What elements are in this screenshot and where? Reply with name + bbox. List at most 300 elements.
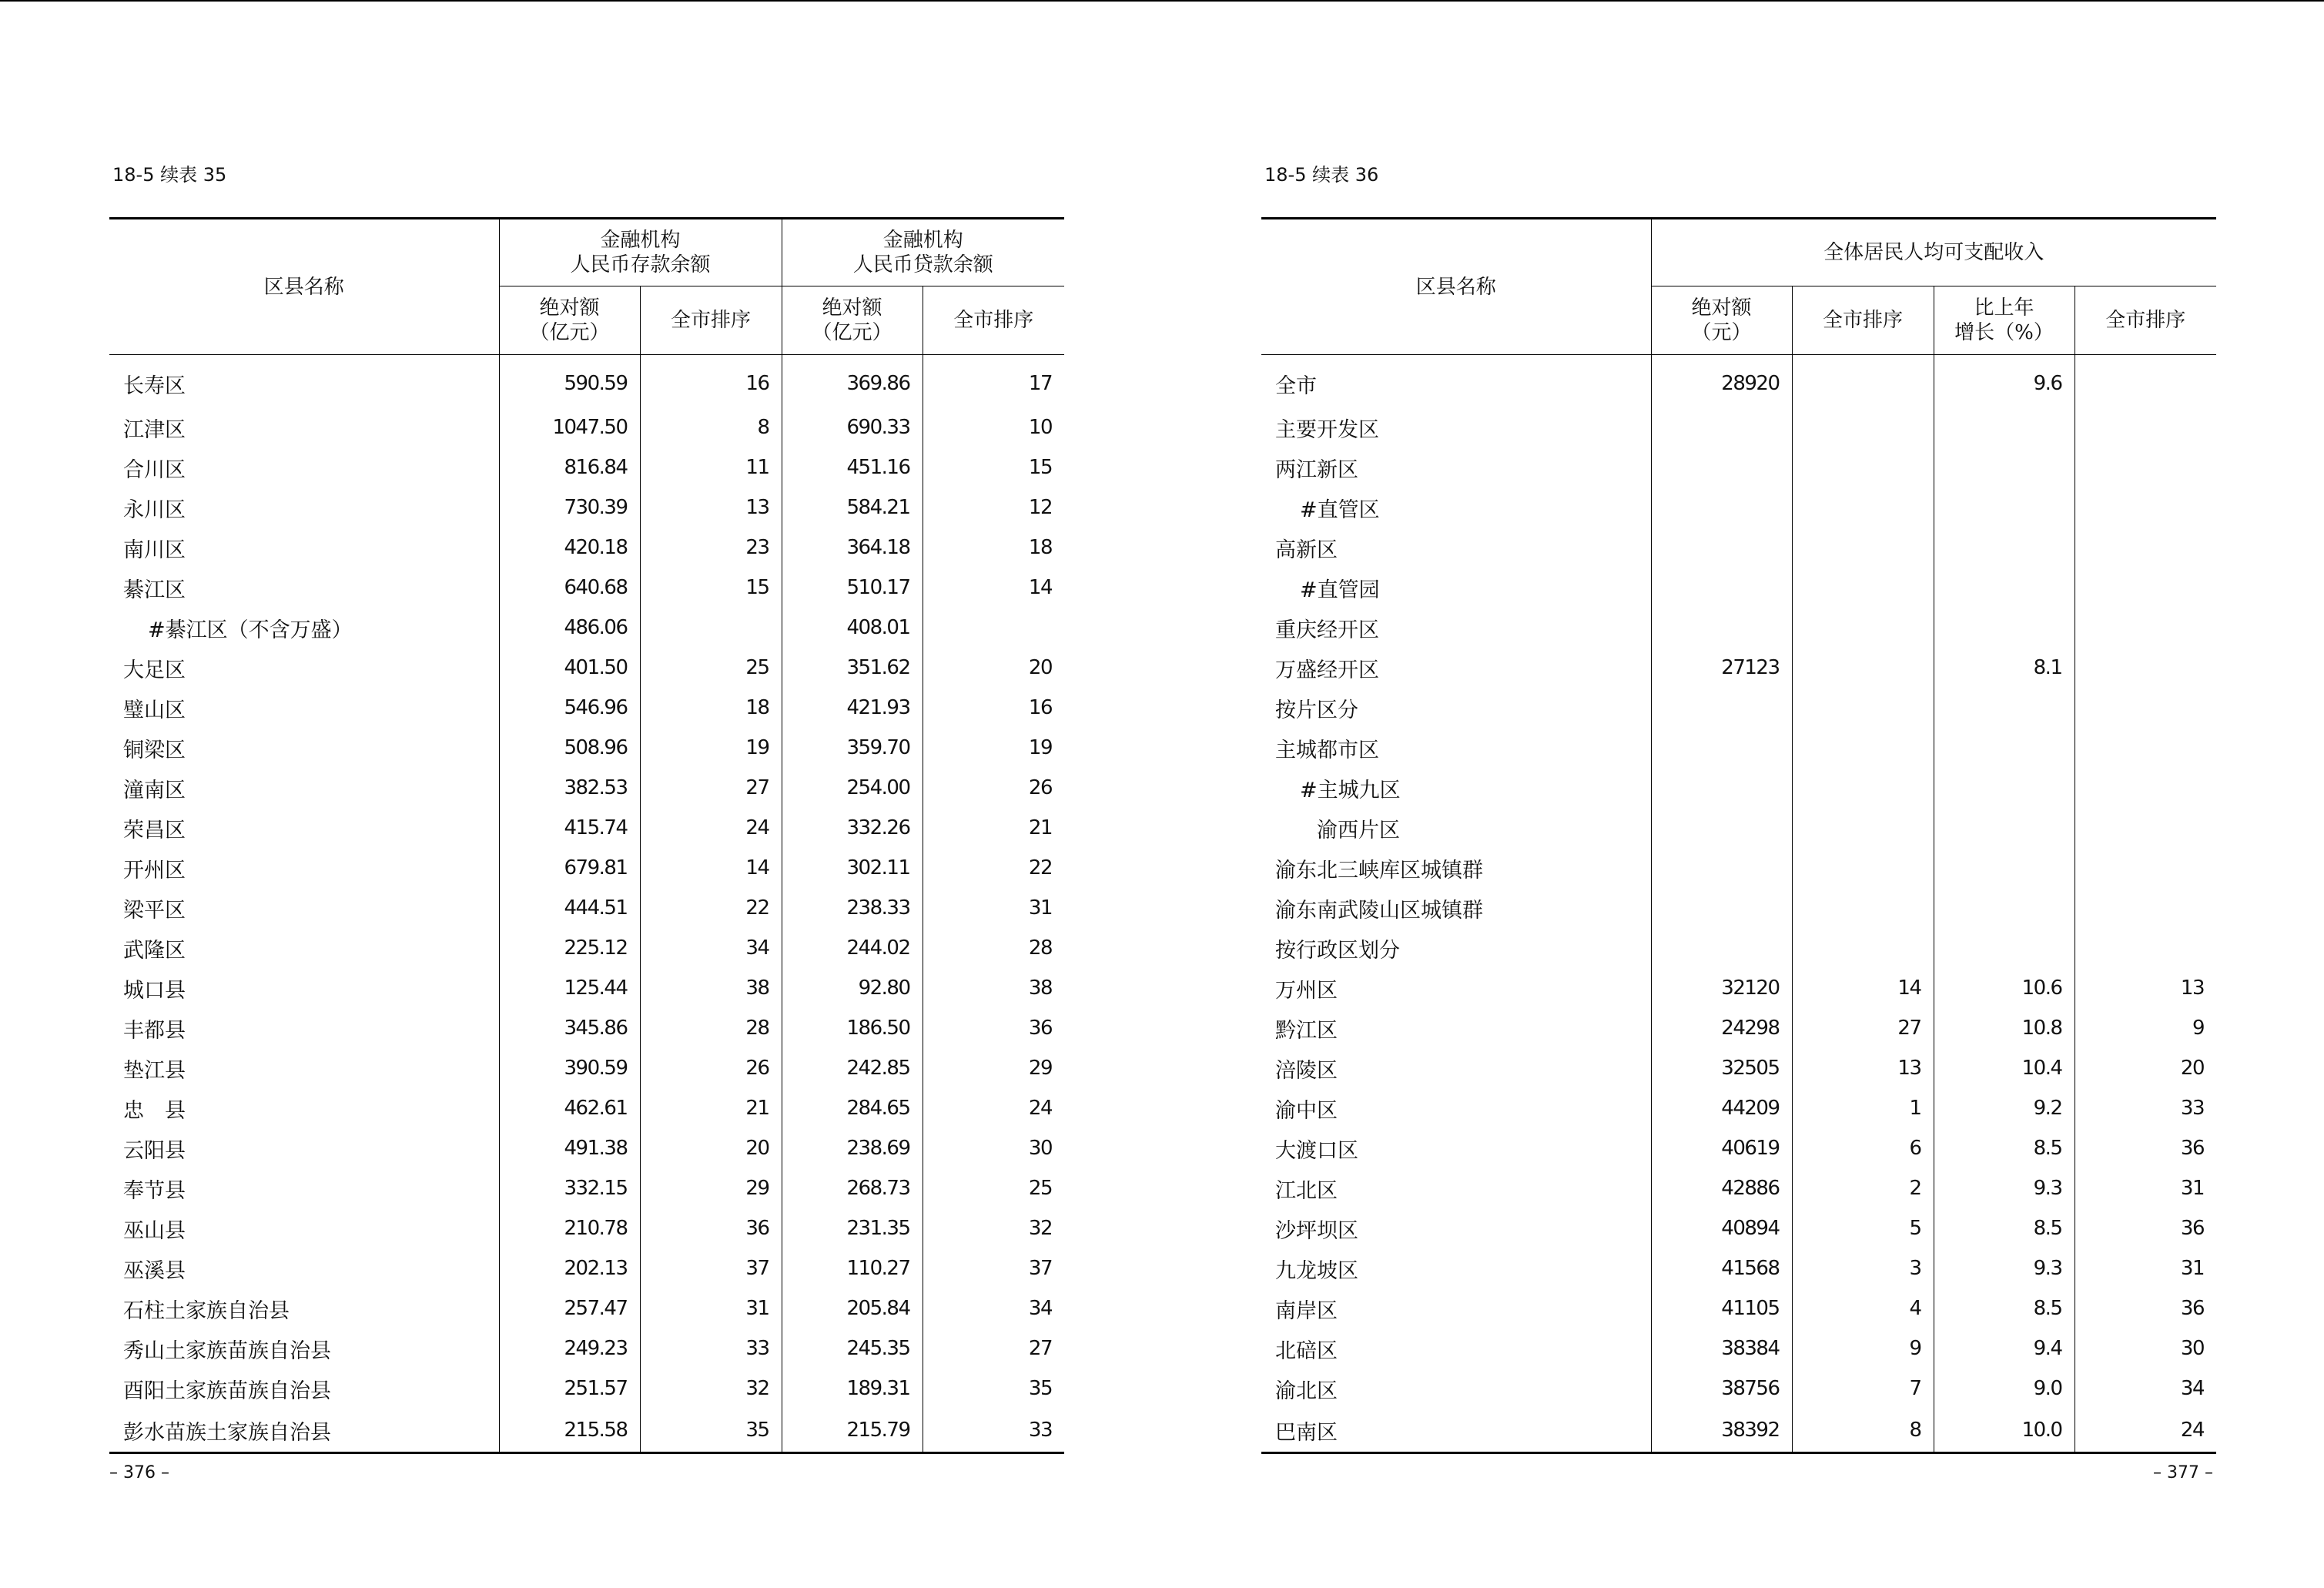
district-name: 江津区 xyxy=(123,417,186,442)
district-name: 秀山土家族苗族自治县 xyxy=(123,1338,331,1363)
table-row xyxy=(109,447,1064,487)
cell-v1: 640.68 xyxy=(499,568,640,608)
cell-r2: 34 xyxy=(2075,1369,2216,1409)
cell-v1: 462.61 xyxy=(499,1088,640,1128)
cell-v xyxy=(1651,487,1792,528)
cell-r2: 30 xyxy=(923,1128,1064,1168)
cell-r1: 14 xyxy=(640,848,782,888)
cell-r1: 7 xyxy=(1792,1369,1934,1409)
cell-v xyxy=(1651,928,1792,968)
cell-r2 xyxy=(2075,568,2216,608)
table-row xyxy=(1261,808,2216,848)
cell-v: 40894 xyxy=(1651,1208,1792,1248)
deposit-loan-table xyxy=(109,217,1064,1454)
cell-r2: 34 xyxy=(923,1288,1064,1328)
cell-r2: 33 xyxy=(2075,1088,2216,1128)
cell-r1: 9 xyxy=(1792,1328,1934,1369)
header-loan-balance: 金融机构 人民币贷款余额 xyxy=(782,219,1064,286)
district-name: 渝东南武陵山区城镇群 xyxy=(1275,898,1483,923)
cell-r1: 25 xyxy=(640,648,782,688)
cell-v: 32505 xyxy=(1651,1048,1792,1088)
income-table xyxy=(1261,217,2216,1454)
cell-v1: 444.51 xyxy=(499,888,640,928)
cell-r2 xyxy=(2075,928,2216,968)
table-row xyxy=(1261,1048,2216,1088)
cell-v1: 215.58 xyxy=(499,1409,640,1453)
cell-v1: 1047.50 xyxy=(499,407,640,447)
cell-v1: 730.39 xyxy=(499,487,640,528)
cell-v: 38384 xyxy=(1651,1328,1792,1369)
cell-r1: 11 xyxy=(640,447,782,487)
cell-r2 xyxy=(2075,407,2216,447)
table-row xyxy=(109,1128,1064,1168)
cell-r1: 35 xyxy=(640,1409,782,1453)
cell-v1: 816.84 xyxy=(499,447,640,487)
district-name: #主城九区 xyxy=(1300,778,1401,802)
cell-r2: 31 xyxy=(2075,1248,2216,1288)
district-name: 渝中区 xyxy=(1275,1098,1338,1123)
header-deposit-amount: 绝对额 （亿元） xyxy=(499,286,640,355)
cell-r2: 15 xyxy=(923,447,1064,487)
district-name: 江北区 xyxy=(1275,1178,1338,1203)
cell-r2 xyxy=(2075,447,2216,487)
cell-v2: 351.62 xyxy=(782,648,923,688)
header-deposit-balance: 金融机构 人民币存款余额 xyxy=(499,219,782,286)
cell-r2 xyxy=(2075,528,2216,568)
cell-v1: 491.38 xyxy=(499,1128,640,1168)
table-row xyxy=(109,528,1064,568)
cell-v: 38756 xyxy=(1651,1369,1792,1409)
cell-g xyxy=(1934,608,2075,648)
table-row xyxy=(109,928,1064,968)
cell-g: 8.1 xyxy=(1934,648,2075,688)
cell-r1 xyxy=(1792,648,1934,688)
cell-v: 38392 xyxy=(1651,1409,1792,1453)
cell-v1: 390.59 xyxy=(499,1048,640,1088)
cell-r1: 16 xyxy=(640,355,782,408)
district-name: 开州区 xyxy=(123,858,186,883)
table-row xyxy=(109,888,1064,928)
cell-r2: 31 xyxy=(923,888,1064,928)
cell-v1: 415.74 xyxy=(499,808,640,848)
table-row xyxy=(1261,1369,2216,1409)
district-name: 潼南区 xyxy=(123,778,186,802)
cell-v: 40619 xyxy=(1651,1128,1792,1168)
district-name: 忠 县 xyxy=(123,1098,186,1123)
cell-g: 8.5 xyxy=(1934,1288,2075,1328)
header-income-rank: 全市排序 xyxy=(1792,286,1934,355)
table-title: 18-5 续表 35 xyxy=(112,164,227,186)
district-name: 渝东北三峡库区城镇群 xyxy=(1275,858,1483,883)
district-name: 奉节县 xyxy=(123,1178,186,1203)
cell-v1: 679.81 xyxy=(499,848,640,888)
cell-r1: 34 xyxy=(640,928,782,968)
cell-v xyxy=(1651,568,1792,608)
cell-v2: 284.65 xyxy=(782,1088,923,1128)
cell-v2: 690.33 xyxy=(782,407,923,447)
district-name: 铜梁区 xyxy=(123,738,186,762)
district-name: 荣昌区 xyxy=(123,818,186,843)
header-district-name: 区县名称 xyxy=(263,275,344,299)
district-name: #直管区 xyxy=(1300,498,1380,522)
table-row xyxy=(1261,1168,2216,1208)
district-name: 梁平区 xyxy=(123,898,186,923)
cell-v1: 382.53 xyxy=(499,768,640,808)
district-name: 武隆区 xyxy=(123,938,186,963)
page-number: – 377 – xyxy=(2153,1463,2213,1482)
cell-r1 xyxy=(1792,355,1934,408)
table-row xyxy=(1261,1088,2216,1128)
cell-v1: 225.12 xyxy=(499,928,640,968)
cell-r2 xyxy=(2075,487,2216,528)
district-name: 万州区 xyxy=(1275,978,1338,1003)
cell-r1: 26 xyxy=(640,1048,782,1088)
cell-r1: 14 xyxy=(1792,968,1934,1008)
cell-r1 xyxy=(1792,848,1934,888)
district-name: 高新区 xyxy=(1275,538,1338,562)
cell-v2: 268.73 xyxy=(782,1168,923,1208)
table-row xyxy=(1261,407,2216,447)
table-title: 18-5 续表 36 xyxy=(1264,164,1379,186)
cell-g: 10.6 xyxy=(1934,968,2075,1008)
cell-r1: 21 xyxy=(640,1088,782,1128)
cell-r2: 22 xyxy=(923,848,1064,888)
cell-v2: 242.85 xyxy=(782,1048,923,1088)
district-name: 巴南区 xyxy=(1275,1420,1338,1445)
district-name: 永川区 xyxy=(123,498,186,522)
cell-r1: 24 xyxy=(640,808,782,848)
district-name: 云阳县 xyxy=(123,1138,186,1163)
cell-r1: 1 xyxy=(1792,1088,1934,1128)
table-row xyxy=(109,768,1064,808)
cell-r2: 21 xyxy=(923,808,1064,848)
cell-v1: 332.15 xyxy=(499,1168,640,1208)
table-row xyxy=(109,1409,1064,1453)
district-name: 重庆经开区 xyxy=(1275,618,1379,642)
cell-g: 9.0 xyxy=(1934,1369,2075,1409)
cell-r1: 19 xyxy=(640,728,782,768)
cell-r2: 37 xyxy=(923,1248,1064,1288)
cell-r2: 19 xyxy=(923,728,1064,768)
cell-v2: 302.11 xyxy=(782,848,923,888)
cell-r1 xyxy=(1792,568,1934,608)
cell-r1: 38 xyxy=(640,968,782,1008)
district-name: 巫山县 xyxy=(123,1218,186,1243)
cell-g xyxy=(1934,928,2075,968)
district-name: 巫溪县 xyxy=(123,1258,186,1283)
cell-r1: 2 xyxy=(1792,1168,1934,1208)
header-district-name: 区县名称 xyxy=(1415,275,1496,299)
cell-r1: 18 xyxy=(640,688,782,728)
cell-r1: 5 xyxy=(1792,1208,1934,1248)
cell-r2: 36 xyxy=(2075,1208,2216,1248)
cell-r1 xyxy=(1792,608,1934,648)
cell-v2: 238.69 xyxy=(782,1128,923,1168)
cell-r2: 31 xyxy=(2075,1168,2216,1208)
cell-r2: 33 xyxy=(923,1409,1064,1453)
cell-v1: 420.18 xyxy=(499,528,640,568)
table-row xyxy=(109,1048,1064,1088)
cell-r2: 14 xyxy=(923,568,1064,608)
table-row xyxy=(1261,848,2216,888)
district-name: 黔江区 xyxy=(1275,1018,1338,1043)
table-row xyxy=(1261,1128,2216,1168)
cell-v2: 364.18 xyxy=(782,528,923,568)
cell-r1: 13 xyxy=(640,487,782,528)
district-name: #綦江区（不含万盛） xyxy=(148,618,353,642)
cell-g: 10.0 xyxy=(1934,1409,2075,1453)
cell-v2: 205.84 xyxy=(782,1288,923,1328)
table-row xyxy=(109,1248,1064,1288)
cell-v1: 210.78 xyxy=(499,1208,640,1248)
district-name: 按片区分 xyxy=(1275,698,1358,722)
district-name: 彭水苗族土家族自治县 xyxy=(123,1420,331,1445)
table-row xyxy=(109,568,1064,608)
cell-r2: 32 xyxy=(923,1208,1064,1248)
cell-r1 xyxy=(1792,688,1934,728)
cell-v2: 254.00 xyxy=(782,768,923,808)
cell-r1: 27 xyxy=(1792,1008,1934,1048)
cell-g xyxy=(1934,888,2075,928)
cell-g: 9.2 xyxy=(1934,1088,2075,1128)
cell-g xyxy=(1934,447,2075,487)
header-growth-rank: 全市排序 xyxy=(2075,286,2216,355)
table-row xyxy=(1261,968,2216,1008)
district-name: 南川区 xyxy=(123,538,186,562)
district-name: 酉阳土家族苗族自治县 xyxy=(123,1379,331,1403)
table-row xyxy=(1261,1328,2216,1369)
cell-v2: 421.93 xyxy=(782,688,923,728)
cell-r2: 38 xyxy=(923,968,1064,1008)
cell-g: 8.5 xyxy=(1934,1208,2075,1248)
table-row xyxy=(109,608,1064,648)
cell-v2: 584.21 xyxy=(782,487,923,528)
cell-r2: 27 xyxy=(923,1328,1064,1369)
cell-v2: 244.02 xyxy=(782,928,923,968)
table-row xyxy=(1261,528,2216,568)
cell-r1: 8 xyxy=(640,407,782,447)
district-name: 綦江区 xyxy=(123,578,186,602)
cell-v2: 245.35 xyxy=(782,1328,923,1369)
cell-g: 9.4 xyxy=(1934,1328,2075,1369)
district-name: 主要开发区 xyxy=(1275,417,1379,442)
cell-r2: 36 xyxy=(923,1008,1064,1048)
table-row xyxy=(1261,928,2216,968)
table-row xyxy=(1261,355,2216,408)
cell-r1: 3 xyxy=(1792,1248,1934,1288)
district-name: 万盛经开区 xyxy=(1275,658,1379,682)
cell-r2 xyxy=(2075,355,2216,408)
table-row xyxy=(109,1008,1064,1048)
cell-v xyxy=(1651,688,1792,728)
cell-v1: 486.06 xyxy=(499,608,640,648)
cell-r2 xyxy=(2075,808,2216,848)
cell-v xyxy=(1651,608,1792,648)
cell-r1: 32 xyxy=(640,1369,782,1409)
cell-g: 9.3 xyxy=(1934,1168,2075,1208)
cell-r2: 24 xyxy=(2075,1409,2216,1453)
cell-v xyxy=(1651,848,1792,888)
table-row xyxy=(1261,487,2216,528)
cell-r1 xyxy=(1792,888,1934,928)
cell-r1 xyxy=(1792,407,1934,447)
district-name: 全市 xyxy=(1275,374,1317,398)
cell-g xyxy=(1934,528,2075,568)
cell-r1: 33 xyxy=(640,1328,782,1369)
cell-v2: 359.70 xyxy=(782,728,923,768)
cell-v: 32120 xyxy=(1651,968,1792,1008)
cell-v xyxy=(1651,407,1792,447)
table-row xyxy=(1261,1409,2216,1453)
cell-r2: 29 xyxy=(923,1048,1064,1088)
cell-r2 xyxy=(923,608,1064,648)
cell-r2: 12 xyxy=(923,487,1064,528)
district-name: 按行政区划分 xyxy=(1275,938,1400,963)
district-name: 璧山区 xyxy=(123,698,186,722)
cell-r1: 29 xyxy=(640,1168,782,1208)
table-row xyxy=(109,1288,1064,1328)
cell-v2: 189.31 xyxy=(782,1369,923,1409)
cell-r1 xyxy=(1792,487,1934,528)
cell-r2: 20 xyxy=(923,648,1064,688)
district-name: 渝北区 xyxy=(1275,1379,1338,1403)
cell-r2: 36 xyxy=(2075,1288,2216,1328)
cell-r2 xyxy=(2075,728,2216,768)
table-row xyxy=(1261,608,2216,648)
table-row xyxy=(109,1088,1064,1128)
cell-v2: 369.86 xyxy=(782,355,923,408)
cell-r2: 17 xyxy=(923,355,1064,408)
table-row xyxy=(109,1369,1064,1409)
district-name: 沙坪坝区 xyxy=(1275,1218,1358,1243)
cell-r1: 4 xyxy=(1792,1288,1934,1328)
table-row xyxy=(109,848,1064,888)
cell-g: 9.6 xyxy=(1934,355,2075,408)
cell-r2: 30 xyxy=(2075,1328,2216,1369)
cell-v2: 451.16 xyxy=(782,447,923,487)
cell-v1: 401.50 xyxy=(499,648,640,688)
cell-v xyxy=(1651,808,1792,848)
cell-r2: 36 xyxy=(2075,1128,2216,1168)
cell-v2: 332.26 xyxy=(782,808,923,848)
cell-r2: 35 xyxy=(923,1369,1064,1409)
cell-r1 xyxy=(1792,447,1934,487)
district-name: 九龙坡区 xyxy=(1275,1258,1358,1283)
table-row xyxy=(1261,768,2216,808)
cell-r2 xyxy=(2075,848,2216,888)
header-disposable-income: 全体居民人均可支配收入 xyxy=(1651,219,2216,286)
cell-v: 44209 xyxy=(1651,1088,1792,1128)
cell-r2: 10 xyxy=(923,407,1064,447)
table-row xyxy=(109,487,1064,528)
cell-v1: 251.57 xyxy=(499,1369,640,1409)
cell-v xyxy=(1651,447,1792,487)
district-name: 北碚区 xyxy=(1275,1338,1338,1363)
cell-r2: 24 xyxy=(923,1088,1064,1128)
district-name: 涪陵区 xyxy=(1275,1058,1338,1083)
district-name: 石柱土家族自治县 xyxy=(123,1298,290,1323)
cell-v1: 546.96 xyxy=(499,688,640,728)
district-name: 丰都县 xyxy=(123,1018,186,1043)
cell-r2 xyxy=(2075,608,2216,648)
cell-r1: 31 xyxy=(640,1288,782,1328)
cell-v1: 125.44 xyxy=(499,968,640,1008)
cell-r1 xyxy=(640,608,782,648)
cell-r1: 23 xyxy=(640,528,782,568)
district-name: 合川区 xyxy=(123,457,186,482)
header-deposit-rank: 全市排序 xyxy=(640,286,782,355)
cell-v: 24298 xyxy=(1651,1008,1792,1048)
cell-v xyxy=(1651,528,1792,568)
table-row xyxy=(109,808,1064,848)
table-row xyxy=(109,1328,1064,1369)
cell-g xyxy=(1934,568,2075,608)
cell-v2: 215.79 xyxy=(782,1409,923,1453)
cell-r2 xyxy=(2075,688,2216,728)
cell-v2: 186.50 xyxy=(782,1008,923,1048)
table-row xyxy=(1261,888,2216,928)
page-number: – 376 – xyxy=(109,1463,169,1482)
cell-r1 xyxy=(1792,928,1934,968)
cell-r1: 22 xyxy=(640,888,782,928)
cell-v2: 238.33 xyxy=(782,888,923,928)
district-name: 大足区 xyxy=(123,658,186,682)
table-row xyxy=(1261,1288,2216,1328)
cell-v: 28920 xyxy=(1651,355,1792,408)
cell-r1 xyxy=(1792,528,1934,568)
cell-v: 27123 xyxy=(1651,648,1792,688)
cell-v: 41105 xyxy=(1651,1288,1792,1328)
table-row xyxy=(109,648,1064,688)
cell-v: 42886 xyxy=(1651,1168,1792,1208)
left-table-body xyxy=(109,355,1064,1453)
right-table-body xyxy=(1261,355,2216,1453)
top-border-line xyxy=(0,0,2324,2)
cell-v2: 408.01 xyxy=(782,608,923,648)
cell-r1 xyxy=(1792,728,1934,768)
cell-g xyxy=(1934,487,2075,528)
cell-g: 10.4 xyxy=(1934,1048,2075,1088)
cell-v1: 508.96 xyxy=(499,728,640,768)
table-row xyxy=(109,1208,1064,1248)
table-row xyxy=(1261,447,2216,487)
district-name: 大渡口区 xyxy=(1275,1138,1358,1163)
cell-r1: 13 xyxy=(1792,1048,1934,1088)
cell-g xyxy=(1934,768,2075,808)
table-row xyxy=(109,688,1064,728)
cell-r2: 16 xyxy=(923,688,1064,728)
cell-v2: 110.27 xyxy=(782,1248,923,1288)
header-income-growth: 比上年 增长（%） xyxy=(1934,286,2075,355)
cell-v1: 590.59 xyxy=(499,355,640,408)
cell-g xyxy=(1934,688,2075,728)
cell-r2: 13 xyxy=(2075,968,2216,1008)
cell-g: 8.5 xyxy=(1934,1128,2075,1168)
cell-v xyxy=(1651,768,1792,808)
cell-r2 xyxy=(2075,768,2216,808)
cell-r2: 18 xyxy=(923,528,1064,568)
cell-r1 xyxy=(1792,808,1934,848)
cell-v2: 231.35 xyxy=(782,1208,923,1248)
cell-v xyxy=(1651,888,1792,928)
cell-g xyxy=(1934,728,2075,768)
cell-r2: 28 xyxy=(923,928,1064,968)
header-loan-amount: 绝对额 （亿元） xyxy=(782,286,923,355)
cell-r1: 27 xyxy=(640,768,782,808)
cell-g xyxy=(1934,407,2075,447)
cell-v1: 202.13 xyxy=(499,1248,640,1288)
district-name: #直管园 xyxy=(1300,578,1380,602)
